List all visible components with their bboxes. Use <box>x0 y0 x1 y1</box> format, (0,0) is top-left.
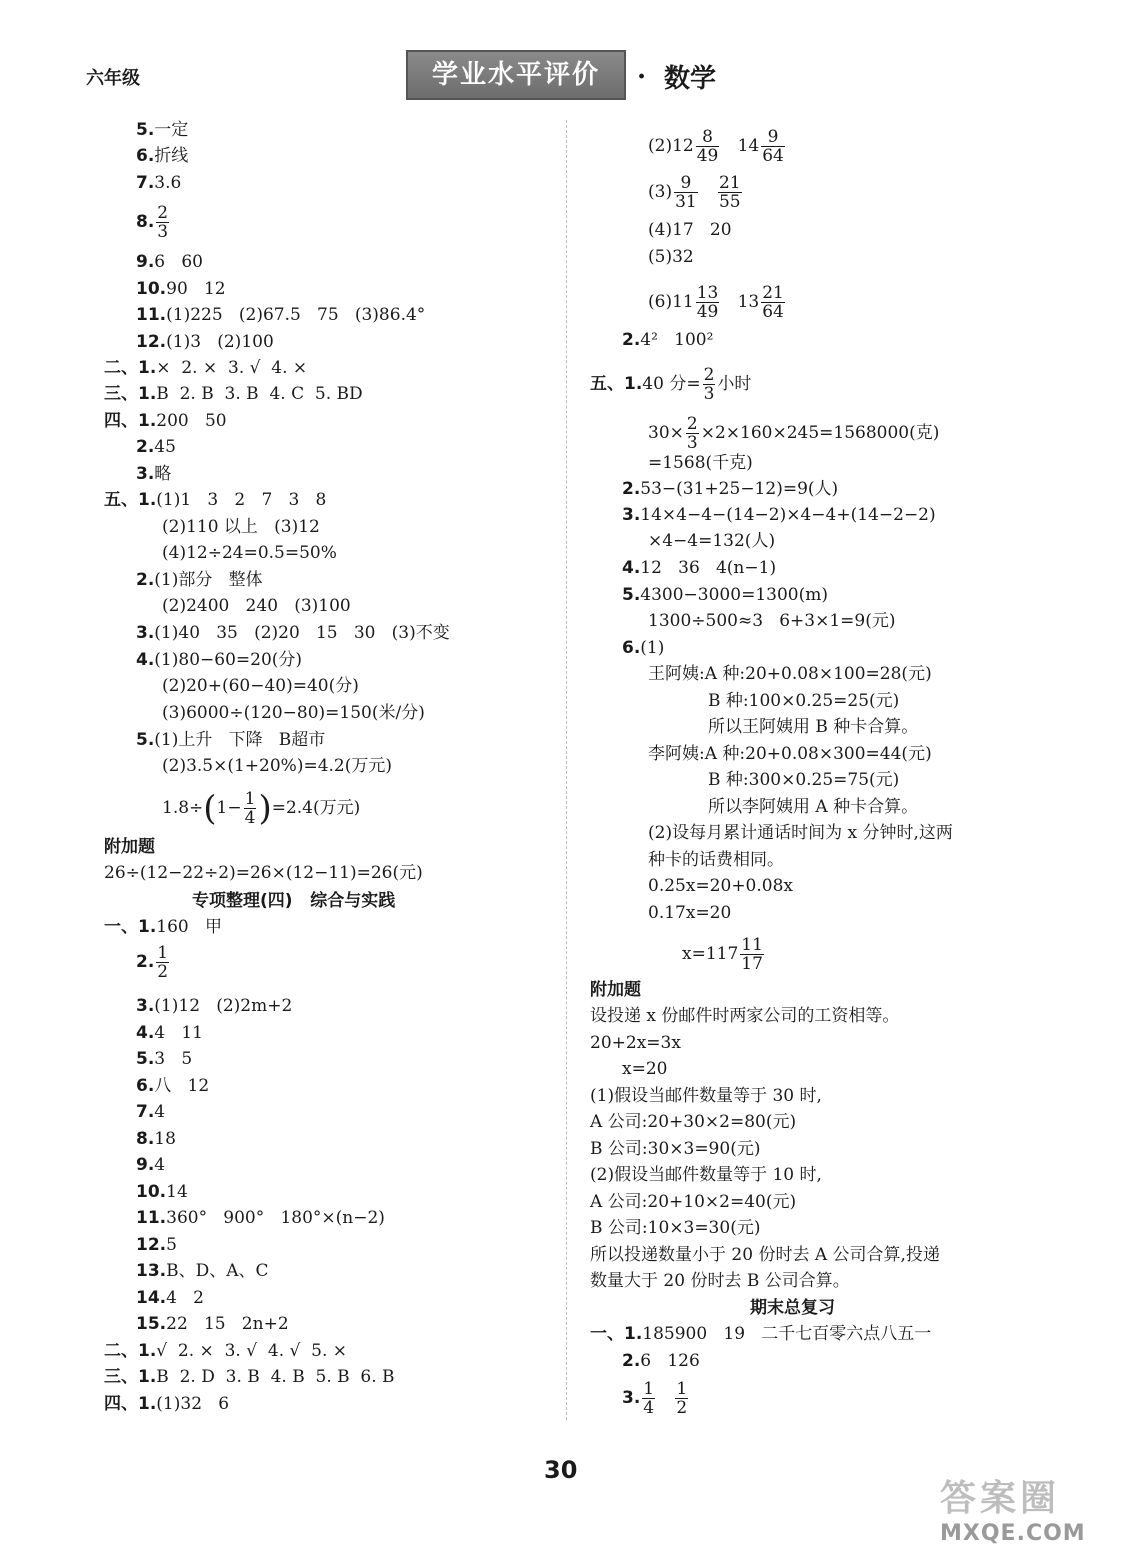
fraction: $\frac{2}{3}$ <box>157 203 169 242</box>
series-title-box: 学业水平评价 <box>406 50 626 100</box>
answer-line: 2. $\frac{1}{2}$ <box>136 943 169 982</box>
header-dot: · <box>637 62 647 92</box>
answer-line: 3.略 <box>136 464 172 484</box>
answer-line: 王阿姨:A 种:20+0.08×100=28(元) <box>648 664 932 684</box>
answer-line: 李阿姨:A 种:20+0.08×300=44(元) <box>648 744 932 764</box>
answer-line: =1568(千克) <box>648 453 753 473</box>
answer-line: (2)设每月累计通话时间为 x 分钟时,这两 <box>648 823 953 843</box>
answer-line: 11.(1)225 (2)67.5 75 (3)86.4° <box>136 305 426 325</box>
answer-line: 所以王阿姨用 B 种卡合算。 <box>708 717 919 737</box>
answer-line: 2.53−(31+25−12)=9(人) <box>622 479 839 499</box>
fraction: $\frac{1}{2}$ <box>676 1379 688 1418</box>
answer-line: (5)32 <box>648 247 694 267</box>
answer-line: (3) $\frac{9}{31}$ $\frac{21}{55}$ <box>648 173 741 212</box>
answer-line: 6.折线 <box>136 146 189 166</box>
answer-line: 2.6 126 <box>622 1351 700 1371</box>
answer-line: 7.4 <box>136 1102 166 1122</box>
answer-line: x=20 <box>622 1059 668 1079</box>
fraction: $\frac{9}{64}$ <box>762 127 784 166</box>
subject-title: 数学 <box>664 64 717 94</box>
answer-line: 10.90 12 <box>136 279 226 299</box>
answer-line: 四、1.200 50 <box>104 411 227 431</box>
answer-line: 二、1.√ 2. × 3. √ 4. √ 5. × <box>104 1341 348 1361</box>
answer-line: 2.(1)部分 整体 <box>136 570 263 590</box>
answer-line: 11.360° 900° 180°×(n−2) <box>136 1208 385 1228</box>
answer-line: 12.(1)3 (2)100 <box>136 332 274 352</box>
answer-line: (4)12÷24=0.5=50% <box>162 543 337 563</box>
answer-line: 设投递 x 份邮件时两家公司的工资相等。 <box>590 1006 900 1026</box>
answer-line: 1.8÷(1− $\frac{1}{4}$ )=2.4(万元) <box>162 788 361 829</box>
fraction: $\frac{8}{49}$ <box>696 127 719 166</box>
page-number: 30 <box>544 1456 578 1484</box>
answer-line: 4.12 36 4(n−1) <box>622 558 777 578</box>
answer-line: 15.22 15 2n+2 <box>136 1314 289 1334</box>
column-divider <box>566 120 567 1420</box>
fraction: $\frac{13}{49}$ <box>696 283 719 322</box>
fraction: $\frac{11}{17}$ <box>741 935 763 974</box>
answer-line: (3)6000÷(120−80)=150(米/分) <box>162 703 425 723</box>
answer-line: 2.45 <box>136 437 176 457</box>
answer-line: (1)假设当邮件数量等于 30 时, <box>590 1086 822 1106</box>
watermark <box>940 1470 1086 1546</box>
answer-line: 5.一定 <box>136 120 189 140</box>
answer-line: 0.25x=20+0.08x <box>648 876 793 896</box>
answer-line: 二、1.× 2. × 3. √ 4. × <box>104 358 308 378</box>
answer-line: 6.八 12 <box>136 1076 210 1096</box>
answer-line: 1300÷500≈3 6+3×1=9(元) <box>648 611 896 631</box>
answer-line: 种卡的话费相同。 <box>648 850 784 870</box>
answer-line: (2)3.5×(1+20%)=4.2(万元) <box>162 756 393 776</box>
answer-line: 14.4 2 <box>136 1288 204 1308</box>
fraction: $\frac{9}{31}$ <box>675 173 697 212</box>
answer-line: B 种:300×0.25=75(元) <box>708 770 900 790</box>
answer-line: 3.(1)40 35 (2)20 15 30 (3)不变 <box>136 623 450 643</box>
section-heading: 附加题 <box>590 980 641 1000</box>
answer-line: (4)17 20 <box>648 220 732 240</box>
answer-line: B 公司:30×3=90(元) <box>590 1139 761 1159</box>
answer-line: 3. $\frac{1}{4}$ $\frac{1}{2}$ <box>622 1379 688 1418</box>
answer-line: 8. $\frac{2}{3}$ <box>136 203 169 242</box>
answer-line: 所以投递数量小于 20 份时去 A 公司合算,投递 <box>590 1245 940 1265</box>
answer-line: x=117 $\frac{11}{17}$ <box>682 935 763 974</box>
answer-line: 7.3.6 <box>136 173 182 193</box>
answer-line: 三、1.B 2. D 3. B 4. B 5. B 6. B <box>104 1367 395 1387</box>
answer-line: B 公司:10×3=30(元) <box>590 1218 761 1238</box>
answer-line: 6.(1) <box>622 638 665 658</box>
answer-line: 20+2x=3x <box>590 1033 681 1053</box>
answer-line: 4.(1)80−60=20(分) <box>136 650 303 670</box>
answer-line: 3.(1)12 (2)2m+2 <box>136 996 293 1016</box>
section-heading: 附加题 <box>104 837 155 857</box>
answer-line: 3.14×4−4−(14−2)×4−4+(14−2−2) <box>622 505 936 525</box>
fraction: $\frac{21}{55}$ <box>718 173 741 212</box>
answer-line: (2)假设当邮件数量等于 10 时, <box>590 1165 822 1185</box>
section-title: 期末总复习 <box>750 1298 835 1318</box>
answer-line: (2)110 以上 (3)12 <box>162 517 320 537</box>
answer-line: 5.4300−3000=1300(m) <box>622 585 828 605</box>
answer-line: (6)11 $\frac{13}{49}$ 13 $\frac{21}{64}$ <box>648 283 784 322</box>
answer-line: 8.18 <box>136 1129 176 1149</box>
answer-line: 9.4 <box>136 1155 166 1175</box>
watermark-url: MXQE.COM <box>940 1521 1086 1546</box>
answer-line: B 种:100×0.25=25(元) <box>708 691 900 711</box>
answer-line: A 公司:20+10×2=40(元) <box>590 1192 797 1212</box>
answer-line: 一、1.185900 19 二千七百零六点八五一 <box>590 1324 932 1344</box>
fraction: $\frac{2}{3}$ <box>703 365 715 404</box>
fraction: $\frac{1}{4}$ <box>244 789 256 828</box>
answer-line: 四、1.(1)32 6 <box>104 1394 230 1414</box>
answer-line: 2.4² 100² <box>622 330 714 350</box>
answer-line: 5.(1)上升 下降 B超市 <box>136 730 326 750</box>
answer-line: A 公司:20+30×2=80(元) <box>590 1112 797 1132</box>
answer-line: 10.14 <box>136 1182 188 1202</box>
answer-line: 13.B、D、A、C <box>136 1261 269 1281</box>
answer-line: 所以李阿姨用 A 种卡合算。 <box>708 797 919 817</box>
answer-line: (2)12 $\frac{8}{49}$ 14 $\frac{9}{64}$ <box>648 127 784 166</box>
answer-line: ×4−4=132(人) <box>648 531 776 551</box>
section-title: 专项整理(四) 综合与实践 <box>192 891 396 911</box>
answer-line: 0.17x=20 <box>648 903 732 923</box>
answer-line: 一、1.160 甲 <box>104 917 222 937</box>
answer-line: 数量大于 20 份时去 B 公司合算。 <box>590 1271 850 1291</box>
answer-line: 5.3 5 <box>136 1049 193 1069</box>
answer-line: 五、1.(1)1 3 2 7 3 8 <box>104 490 327 510</box>
fraction: $\frac{1}{4}$ <box>643 1379 655 1418</box>
answer-line: 9.6 60 <box>136 252 203 272</box>
answer-line: (2)20+(60−40)=40(分) <box>162 676 359 696</box>
answer-line: 三、1.B 2. B 3. B 4. C 5. BD <box>104 384 363 404</box>
answer-line: 12.5 <box>136 1235 177 1255</box>
answer-line: 4.4 11 <box>136 1023 203 1043</box>
answer-line: 30× $\frac{2}{3}$ ×2×160×245=1568000(克) <box>648 414 940 453</box>
answer-line: 五、1.40 分= $\frac{2}{3}$ 小时 <box>590 365 752 404</box>
answer-line: 26÷(12−22÷2)=26×(12−11)=26(元) <box>104 863 423 883</box>
grade-label: 六年级 <box>86 68 140 89</box>
watermark-logo: 答案圈 <box>940 1478 1061 1519</box>
answer-line: (2)2400 240 (3)100 <box>162 596 351 616</box>
fraction: $\frac{1}{2}$ <box>157 943 169 982</box>
fraction: $\frac{21}{64}$ <box>762 283 784 322</box>
fraction: $\frac{2}{3}$ <box>686 414 698 453</box>
